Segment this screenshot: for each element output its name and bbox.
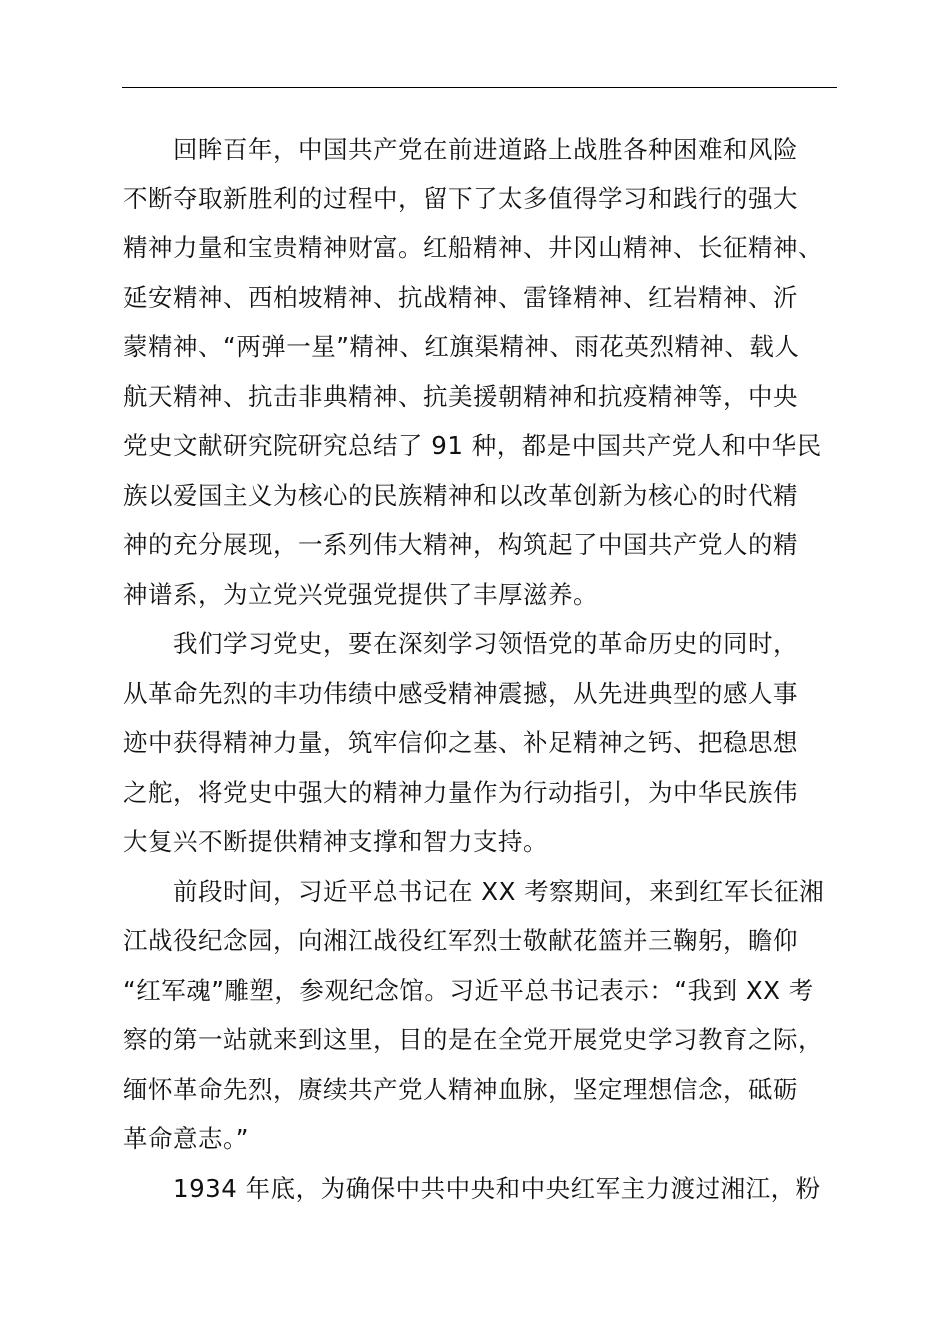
- paragraph-3-line: 察的第一站就来到这里，目的是在全党开展党史学习教育之际，: [123, 1025, 823, 1054]
- header-rule: [122, 87, 837, 88]
- paragraph-2-line: 之舵，将党史中强大的精神力量作为行动指引，为中华民族伟: [123, 778, 798, 807]
- paragraph-1-line: 族以爱国主义为核心的民族精神和以改革创新为核心的时代精: [123, 481, 798, 510]
- paragraph-1-line: 神的充分展现，一系列伟大精神，构筑起了中国共产党人的精: [123, 530, 798, 559]
- paragraph-1-line: 回眸百年，中国共产党在前进道路上战胜各种困难和风险: [173, 135, 798, 164]
- paragraph-2-line: 我们学习党史，要在深刻学习领悟党的革命历史的同时，: [173, 629, 798, 658]
- paragraph-1-line: 航天精神、抗击非典精神、抗美援朝精神和抗疫精神等，中央: [123, 382, 798, 411]
- paragraph-3-line: “红军魂”雕塑，参观纪念馆。习近平总书记表示：“我到 XX 考: [123, 976, 814, 1005]
- paragraph-1-line: 延安精神、西柏坡精神、抗战精神、雷锋精神、红岩精神、沂: [123, 283, 798, 312]
- paragraph-1-line: 神谱系，为立党兴党强党提供了丰厚滋养。: [123, 580, 598, 609]
- paragraph-1-line: 精神力量和宝贵精神财富。红船精神、井冈山精神、长征精神、: [123, 233, 823, 262]
- paragraph-2-line: 迹中获得精神力量，筑牢信仰之基、补足精神之钙、把稳思想: [123, 728, 798, 757]
- paragraph-2-line: 从革命先烈的丰功伟绩中感受精神震撼，从先进典型的感人事: [123, 679, 798, 708]
- paragraph-4-line: 1934 年底，为确保中共中央和中央红军主力渡过湘江，粉: [173, 1174, 821, 1203]
- paragraph-3-line: 江战役纪念园，向湘江战役红军烈士敬献花篮并三鞠躬，瞻仰: [123, 926, 798, 955]
- paragraph-3-line: 前段时间，习近平总书记在 XX 考察期间，来到红军长征湘: [173, 877, 825, 906]
- paragraph-1-line: 不断夺取新胜利的过程中，留下了太多值得学习和践行的强大: [123, 184, 798, 213]
- paragraph-3-line: 革命意志。”: [123, 1124, 249, 1153]
- paragraph-3-line: 缅怀革命先烈，赓续共产党人精神血脉，坚定理想信念，砥砺: [123, 1075, 798, 1104]
- paragraph-1-line: 党史文献研究院研究总结了 91 种，都是中国共产党人和中华民: [123, 431, 822, 460]
- paragraph-2-line: 大复兴不断提供精神支撑和智力支持。: [123, 827, 548, 856]
- paragraph-1-line: 蒙精神、“两弹一星”精神、红旗渠精神、雨花英烈精神、载人: [123, 332, 800, 361]
